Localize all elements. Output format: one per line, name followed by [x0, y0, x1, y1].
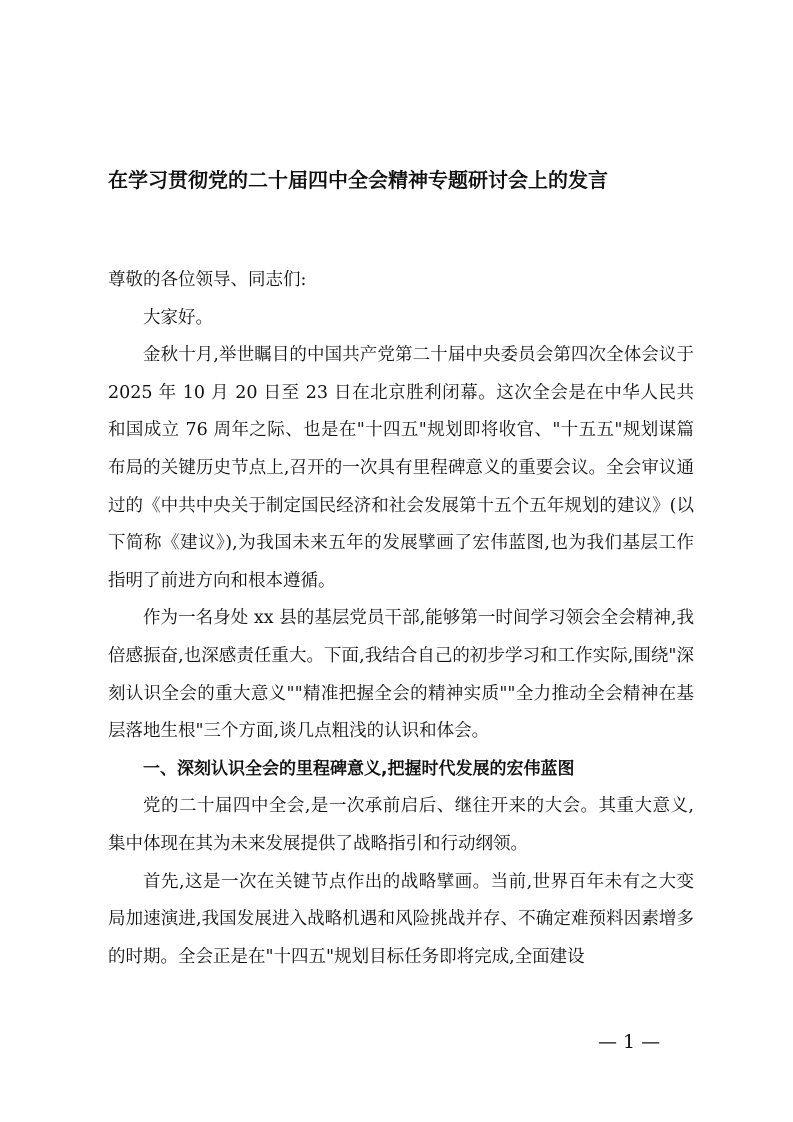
paragraph: 金秋十月,举世瞩目的中国共产党第二十届中央委员会第四次全体会议于 2025 年 10 月 20 日至 23 日在北京胜利闭幕。这次全会是在中华人民共和国成立 76 周年之际、也是在"十四五"规划即将收官、"十五五"规划谋篇布局的关键历史节点上,召开的一次具有里程碑意义的重要会议。全会审议通过的《中共中央关于制定国民经济和社会发展第十五个五年规划的建议》(以下简称《建议》),为我国未来五年的发展擘画了宏伟蓝图,也为我们基层工作指明了前进方向和根本遵循。: [108, 345, 694, 591]
page-number: — 1 —: [598, 1031, 661, 1053]
section-heading: 一、深刻认识全会的里程碑意义,把握时代发展的宏伟蓝图: [143, 758, 575, 779]
document-body: [108, 262, 694, 976]
greeting: 大家好。: [143, 307, 213, 328]
document-title: 在学习贯彻党的二十届四中全会精神专题研讨会上的发言: [108, 168, 608, 192]
salutation: 尊敬的各位领导、同志们:: [108, 270, 307, 290]
paragraph: 首先,这是一次在关键节点作出的战略擘画。当前,世界百年未有之大变局加速演进,我国发展进入战略机遇和风险挑战并存、不确定难预料因素增多的时期。全会正是在"十四五"规划目标任务即将完成,全面建设: [108, 871, 694, 967]
paragraph: 党的二十届四中全会,是一次承前启后、继往开来的大会。其重大意义,集中体现在其为未来发展提供了战略指引和行动纲领。: [108, 796, 694, 854]
paragraph: 作为一名身处 xx 县的基层党员干部,能够第一时间学习领会全会精神,我倍感振奋,也深感责任重大。下面,我结合自己的初步学习和工作实际,围绕"深刻认识全会的重大意义""精准把握全会的精神实质""全力推动全会精神在基层落地生根"三个方面,谈几点粗浅的认识和体会。: [108, 608, 694, 742]
